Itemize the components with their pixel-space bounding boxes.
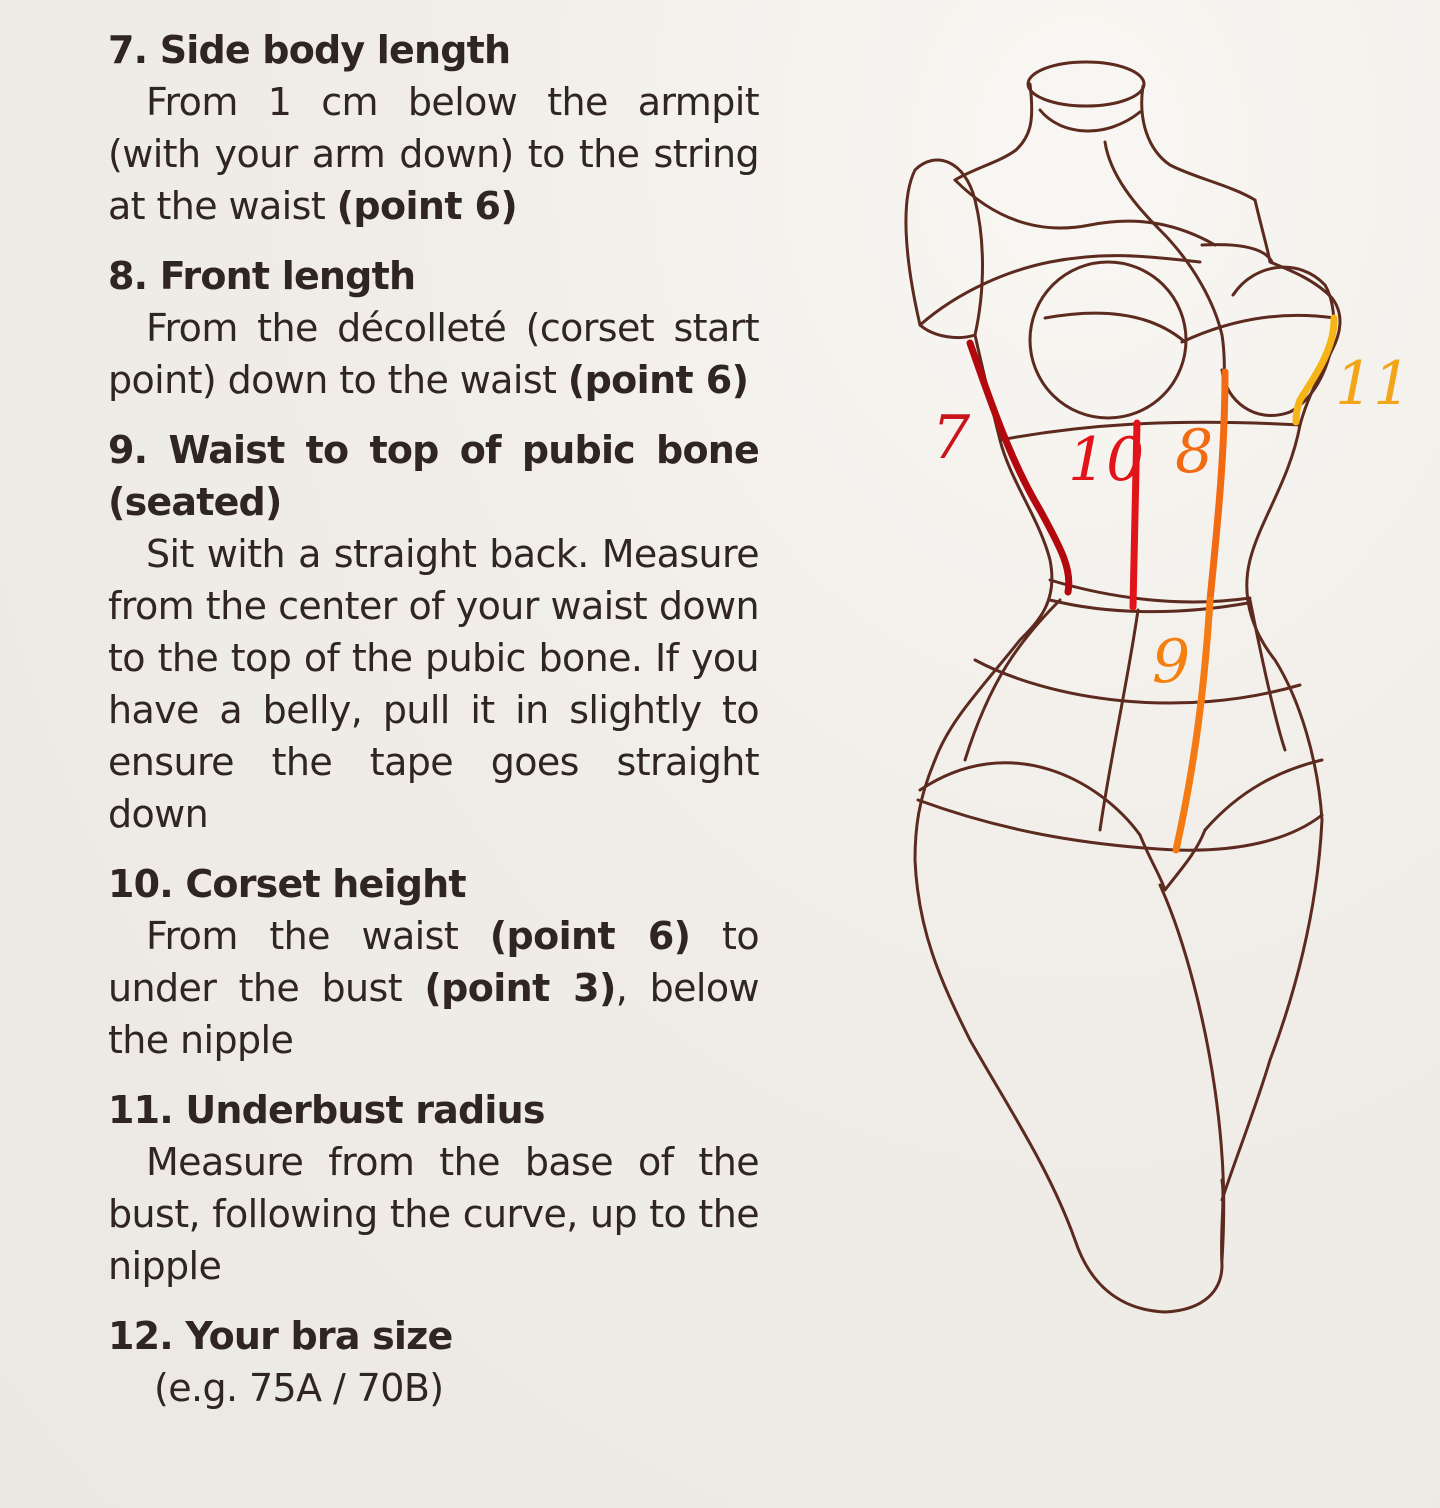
instruction-section (108, 1084, 759, 1292)
section-title: 7. Side body length (108, 28, 511, 72)
neck-base (1040, 110, 1140, 131)
point-reference: (point 6) (336, 184, 518, 228)
measure-line-7 (970, 343, 1069, 592)
neck-right (1142, 86, 1255, 200)
section-title: 10. Corset height (108, 862, 466, 906)
label-7: 7 (932, 403, 971, 473)
front-panel-line (1100, 610, 1138, 830)
point-reference: (point 3) (424, 966, 616, 1010)
label-11: 11 (1335, 349, 1412, 419)
label-8: 8 (1175, 417, 1214, 487)
instruction-section (108, 250, 759, 406)
inner-leg (1160, 885, 1224, 1260)
section-title: 12. Your bra size (108, 1314, 453, 1358)
mannequin-svg (880, 40, 1412, 1340)
right-upper-line (1202, 245, 1272, 262)
brief-bottom (918, 800, 1322, 850)
body-text: , below the nipple (108, 966, 759, 1062)
underbust-line (1000, 422, 1300, 440)
section-title: 8. Front length (108, 254, 416, 298)
instructions-column (108, 24, 759, 1432)
hip-line (975, 660, 1300, 703)
body-text: From the waist (146, 914, 490, 958)
section-body (108, 302, 759, 406)
right-shoulder (1255, 200, 1340, 425)
bust-line-left (1045, 313, 1185, 342)
brief-right-top (1205, 760, 1322, 830)
section-body (108, 528, 759, 840)
instruction-section (108, 858, 759, 1066)
right-torso-edge (1247, 425, 1322, 820)
section-body (108, 1362, 759, 1414)
point-reference: (point 6) (567, 358, 749, 402)
center-seam (1105, 142, 1224, 425)
bust-line-right (1182, 315, 1335, 342)
section-title: 11. Underbust radius (108, 1088, 545, 1132)
right-panel-line (1250, 600, 1285, 750)
section-body (108, 1136, 759, 1292)
section-title: 9. Waist to top of pubic bone (seated) (108, 428, 759, 524)
left-arm (906, 160, 983, 338)
label-9: 9 (1152, 627, 1191, 697)
mannequin-diagram (880, 40, 1412, 1340)
body-text: (e.g. 75A / 70B) (154, 1366, 444, 1410)
section-body (108, 910, 759, 1066)
right-bust (1222, 267, 1334, 415)
left-bust (1030, 262, 1186, 418)
neck-left (955, 84, 1032, 180)
body-text: From the décolleté (corset start point) down to the waist (108, 306, 759, 402)
crotch (1140, 830, 1205, 890)
right-leg (1222, 820, 1322, 1200)
section-body (108, 76, 759, 232)
body-text: Measure from the base of the bust, following the curve, up to the nipple (108, 1140, 759, 1288)
mannequin-outline (906, 62, 1340, 1312)
instruction-section (108, 1310, 759, 1414)
waist-band (1050, 580, 1250, 602)
left-panel-line (965, 600, 1060, 760)
label-10: 10 (1068, 425, 1145, 495)
instruction-section (108, 424, 759, 840)
instruction-section (108, 24, 759, 232)
point-reference: (point 6) (489, 914, 691, 958)
shoulder-line (955, 180, 1215, 245)
body-text: From 1 cm below the armpit (with your arm down) to the string at the waist (108, 80, 759, 228)
measure-line-11 (1296, 318, 1334, 422)
brief-left-top (920, 763, 1140, 835)
neck-top (1028, 62, 1144, 106)
body-text: Sit with a straight back. Measure from the center of your waist down to the top of the pubic bone. If you have a belly, pull it in slightly to ensure the tape goes straight down (108, 532, 759, 836)
body-text: to under the bust (108, 914, 759, 1010)
